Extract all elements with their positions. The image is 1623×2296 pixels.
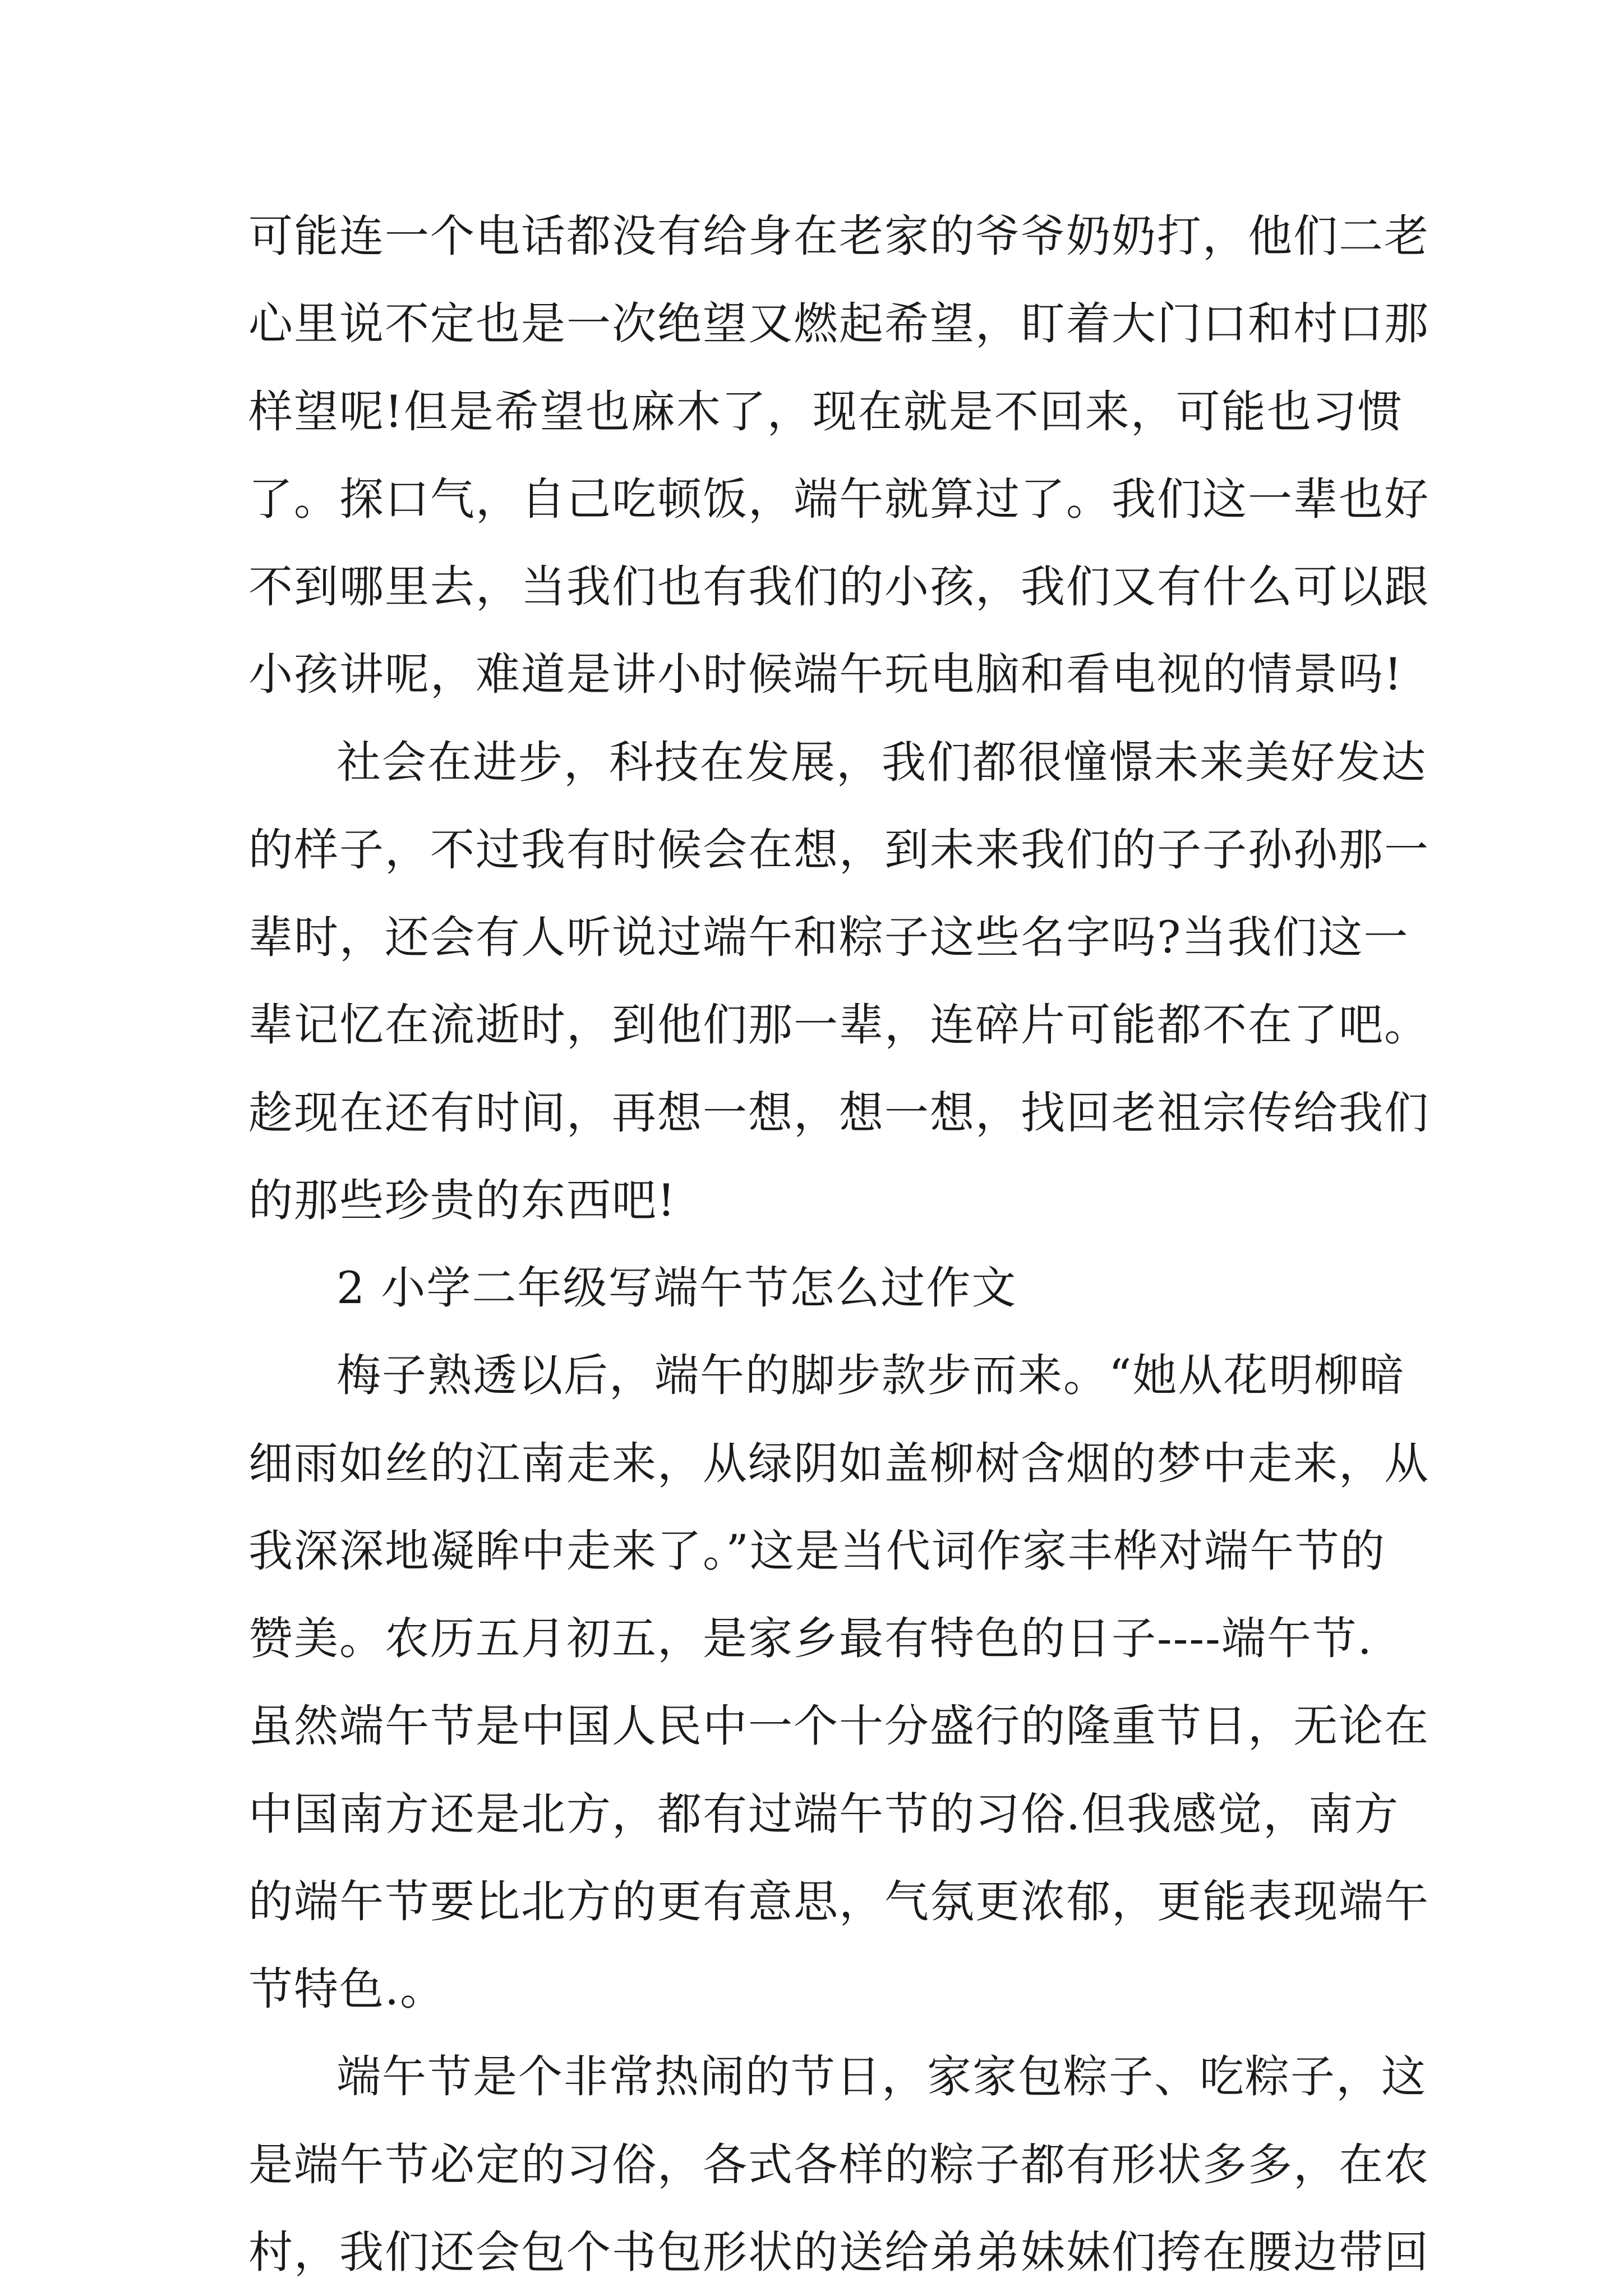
text-line [0, 1520, 1623, 1582]
text-line-content: 我深深地凝眸中走来了。”这是当代词作家丰桦对端午节的 [248, 1525, 1386, 1577]
text-line-content: 村，我们还会包个书包形状的送给弟弟妹妹们挎在腰边带回 [248, 2226, 1430, 2278]
text-line [0, 994, 1623, 1056]
text-line-content: 不到哪里去，当我们也有我们的小孩，我们又有什么可以跟 [248, 561, 1430, 613]
text-line [0, 205, 1623, 267]
text-line [0, 1257, 1623, 1319]
paragraph-first-line: 梅子熟透以后，端午的脚步款步而来。“她从花明柳暗 [336, 1350, 1405, 1401]
text-line-content: 样望呢!但是希望也麻木了，现在就是不回来，可能也习惯 [248, 386, 1403, 438]
section-heading: 2 小学二年级写端午节怎么过作文 [336, 1262, 1017, 1314]
text-line-content: 的端午节要比北方的更有意思，气氛更浓郁，更能表现端午 [248, 1876, 1430, 1927]
text-line [0, 2134, 1623, 2196]
text-line [0, 468, 1623, 530]
text-line [0, 2221, 1623, 2283]
text-line [0, 1345, 1623, 1406]
text-line [0, 1082, 1623, 1144]
text-line-content: 辈时，还会有人听说过端午和粽子这些名字吗?当我们这一 [248, 912, 1409, 963]
text-line-content: 细雨如丝的江南走来，从绿阴如盖柳树含烟的梦中走来，从 [248, 1438, 1430, 1489]
text-line-content: 趁现在还有时间，再想一想，想一想，找回老祖宗传给我们 [248, 1087, 1430, 1139]
paragraph-first-line: 端午节是个非常热闹的节日，家家包粽子、吃粽子，这 [336, 2051, 1427, 2102]
text-line [0, 731, 1623, 793]
text-line [0, 1170, 1623, 1231]
text-line-content: 节特色.。 [248, 1963, 446, 2015]
text-line-content: 是端午节必定的习俗，各式各样的粽子都有形状多多，在农 [248, 2139, 1430, 2191]
text-line-content: 可能连一个电话都没有给身在老家的爷爷奶奶打，他们二老 [248, 210, 1430, 262]
text-line-content: 中国南方还是北方，都有过端午节的习俗.但我感觉，南方 [248, 1788, 1400, 1840]
text-line [0, 381, 1623, 443]
text-line [0, 1871, 1623, 1932]
text-line-content: 辈记忆在流逝时，到他们那一辈，连碎片可能都不在了吧。 [248, 999, 1430, 1051]
text-line-content: 了。探口气，自己吃顿饭，端午就算过了。我们这一辈也好 [248, 473, 1430, 525]
text-line [0, 1608, 1623, 1669]
paragraph-first-line: 社会在进步，科技在发展，我们都很憧憬未来美好发达 [336, 737, 1427, 788]
text-line [0, 819, 1623, 881]
text-line [0, 1695, 1623, 1757]
text-line [0, 1433, 1623, 1494]
text-line-content: 的那些珍贵的东西吧! [248, 1175, 676, 1226]
text-line-content: 赞美。农历五月初五，是家乡最有特色的日子----端午节. [248, 1613, 1373, 1664]
text-line-content: 的样子，不过我有时候会在想，到未来我们的子子孙孙那一 [248, 824, 1430, 876]
text-line [0, 293, 1623, 355]
text-line-content: 心里说不定也是一次绝望又燃起希望，盯着大门口和村口那 [248, 298, 1430, 349]
text-line-content: 小孩讲呢，难道是讲小时候端午玩电脑和看电视的情景吗! [248, 648, 1403, 700]
text-line-content: 虽然端午节是中国人民中一个十分盛行的隆重节日，无论在 [248, 1700, 1430, 1752]
text-line [0, 907, 1623, 968]
text-line [0, 643, 1623, 705]
text-line [0, 556, 1623, 618]
text-line [0, 1783, 1623, 1845]
text-line [0, 2046, 1623, 2108]
text-line [0, 1958, 1623, 2020]
